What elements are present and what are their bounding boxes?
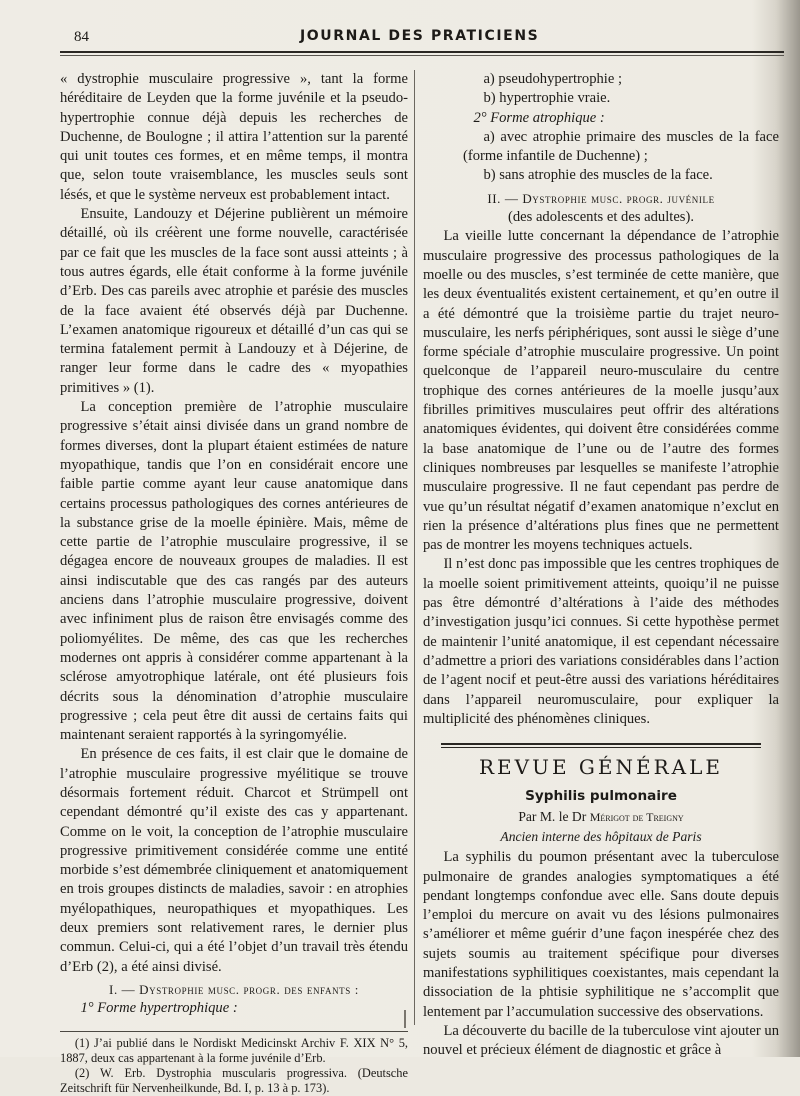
section-heading: II. — Dystrophie musc. progr. juvénile (487, 190, 715, 206)
revue-rules (423, 743, 779, 748)
list-item: a) avec atrophie primaire des muscles de la face (forme infantile de Duchenne) ; (463, 128, 779, 165)
column-divider (414, 70, 415, 1025)
revue-title: REVUE GÉNÉRALE (479, 755, 723, 780)
article-title: Syphilis pulmonaire (525, 788, 677, 805)
list-item: a) pseudohypertrophie ; (483, 71, 623, 87)
affiliation: Ancien interne des hôpitaux de Paris (500, 828, 702, 844)
paragraph: La vieille lutte concernant la dépendance de l’atrophie musculaire progressive des processus pathologiques de la moelle ou des muscles, s’est terminée de cette manière, que les deux éventualités existent certainement, et qu’en outre il a été démontré que la troisième partie du trajet neuro-musculaire, les nerfs périphériques, sont aussi le siège d’une forme spéciale d’atrophie musculaire progressive. Un point quelconque de l’appareil neuro-musculaire du centre trophique des cornes antérieures de la moelle jusqu’aux fibrilles primitives musculaires peut offrir des altérations anatomiques évidentes, qui doivent être considérées comme la base anatomique de l’une ou de l’autre des formes cliniques nombreuses par lesquelles se manifeste l’atrophie musculaire progressive. Il ne faut cependant pas perdre de vue qu’un résultat négatif d’examen anatomique n’exclut en rien la présence d’altérations plus fines que ne permettent pas de montrer les moyens techniques actuels. (423, 228, 779, 554)
byline-prefix: Par M. le Dr (518, 808, 587, 824)
section-heading: I. — Dystrophie musc. progr. des enfants : (109, 981, 359, 997)
byline (423, 807, 779, 827)
footnote-rule (60, 1031, 408, 1032)
journal-title: JOURNAL DES PRATICIENS (300, 28, 540, 44)
paragraph: Il n’est donc pas impossible que les centres trophiques de la moelle soient primitivement atteints, quoiqu’il ne puisse pas être démontré d’altérations à l’aide des méthodes d’investigation jusqu’ici connues. Si cette hypothèse permet de maintenir l’unité anatomique, il est cependant nécessaire d’admettre a priori des variations considérables dans l’action de l’agent nocif et peut-être aussi des variations héréditaires dans l’appareil neuromusculaire, pour expliquer la multiplicité des phénomènes cliniques. (423, 556, 779, 727)
list-item: b) hypertrophie vraie. (483, 90, 611, 107)
rule (441, 743, 761, 745)
header-rule-thin (60, 55, 784, 56)
running-header (60, 26, 780, 48)
footnote: (2) W. Erb. Dystrophia muscularis progressiva. (Deutsche Zeitschrift für Nervenheilkunde, Bd. I, p. 13 à p. 173). (60, 1065, 408, 1095)
paragraph: Ensuite, Landouzy et Déjerine publièrent un mémoire détaillé, où ils créèrent une forme nouvelle, caractérisée par ce fait que les muscles de la face sont aussi atteints ; à tous autres égards, elle était conforme à la forme juvénile d’Erb. Des cas pareils avec atrophie et parésie des muscles de la face avaient été observés déjà par Duchenne. L’examen anatomique rigoureux et détaillé d’un cas qui se termina fatalement permit à Landouzy et à Déjerine, de ranger leur forme dans le cadre des « myopathies primitives » (1). (60, 206, 408, 396)
paragraph: « dystrophie musculaire progressive », tant la forme héréditaire de Leyden que la forme juvénile et la pseudo-hypertrophie connue déjà depuis les recherches de Duchenne, de Boulogne ; il attira l’attention sur la parenté qui unit toutes ces formes, et en même temps, il montra que, selon toute vraisemblance, les muscles seuls sont lésés, et que le système nerveux est probablement intact. (60, 71, 408, 203)
rule (441, 747, 761, 748)
subheading: 1° Forme hypertrophique : (80, 1000, 238, 1017)
paragraph: La conception première de l’atrophie musculaire progressive s’était ainsi divisée dans un grand nombre de formes diverses, dont la plupart étaient estimées de nature myopathique, tandis que l’on en considérait encore une faible partie comme ayant leur cause anatomique dans certains processus pathologiques des cornes antérieures de la substance grise de la moelle épinière. Mais, même de cette partie de l’atrophie musculaire progressive, il se dégagea encore de nouveaux groupes de maladies. Il est ainsi indiscutable que des cas rangés par des auteurs anciens dans l’atrophie musculaire progressive, doivent avec infiniment plus de raison être envisagés comme des poliomyélites. De même, des cas que les recherches modernes ont appris à considérer comme appartenant à la sclérose amyotrophique latérale, ont été plusieurs fois décrits sous la dénomination d’atrophie musculaire progressive ; cela peut être dit aussi de certains faits qui maintenant seraient rapportés à la syringomyélie. (60, 399, 408, 744)
paragraph: La découverte du bacille de la tuberculose vint ajouter un nouvel et précieux élément de diagnostic et grâce à (423, 1022, 779, 1059)
section-subheading: (des adolescents et des adultes). (507, 209, 694, 226)
right-column (423, 70, 779, 1061)
list-item: 2° Forme atrophique : (473, 109, 605, 126)
byline-author: Mérigot de Treigny (589, 809, 684, 824)
page-number: 84 (74, 29, 89, 45)
print-mark (404, 1010, 406, 1028)
footnote: (1) J’ai publié dans le Nordiskt Medicinskt Archiv F. XIX N° 5, 1887, deux cas appartenant à la forme juvénile d’Erb. (60, 1035, 408, 1065)
paragraph: En présence de ces faits, il est clair que le domaine de l’atrophie musculaire progressive myélitique se trouve désormais fortement réduit. Charcot et Strümpell ont cependant démontré qu’il existe des cas y appartenant. Comme on le voit, la conception de l’atrophie musculaire progressive primitivement considérée comme une entité morbide s’est démembrée cliniquement et anatomiquement en trois groupes distincts de maladies, savoir : en atrophies myélopathiques, neuropathiques et myopathiques. Les deux premiers sont relativement rares, le dernier plus commun. Celui-ci, qui a été l’objet d’un travail très étendu d’Erb (2), a été ainsi divisé. (60, 746, 408, 975)
list-item: b) sans atrophie des muscles de la face. (483, 167, 713, 184)
footnotes (60, 1036, 408, 1096)
left-column (60, 70, 408, 1096)
header-rule (60, 51, 784, 53)
paragraph: La syphilis du poumon présentant avec la tuberculose pulmonaire de grandes analogies symptomatiques a été pendant longtemps confondue avec elle. Sans doute depuis l’emploi du mercure on avait vu des lésions pulmonaires s’améliorer et même guérir d’une façon inespérée chez des sujets soumis au traitement spécifique pour diverses manifestations syphilitiques coexistantes, mais cependant la dissociation de la phtisie syphilitique ne s’accomplit que lentement par l’accumulation successive des observations. (423, 849, 779, 1020)
